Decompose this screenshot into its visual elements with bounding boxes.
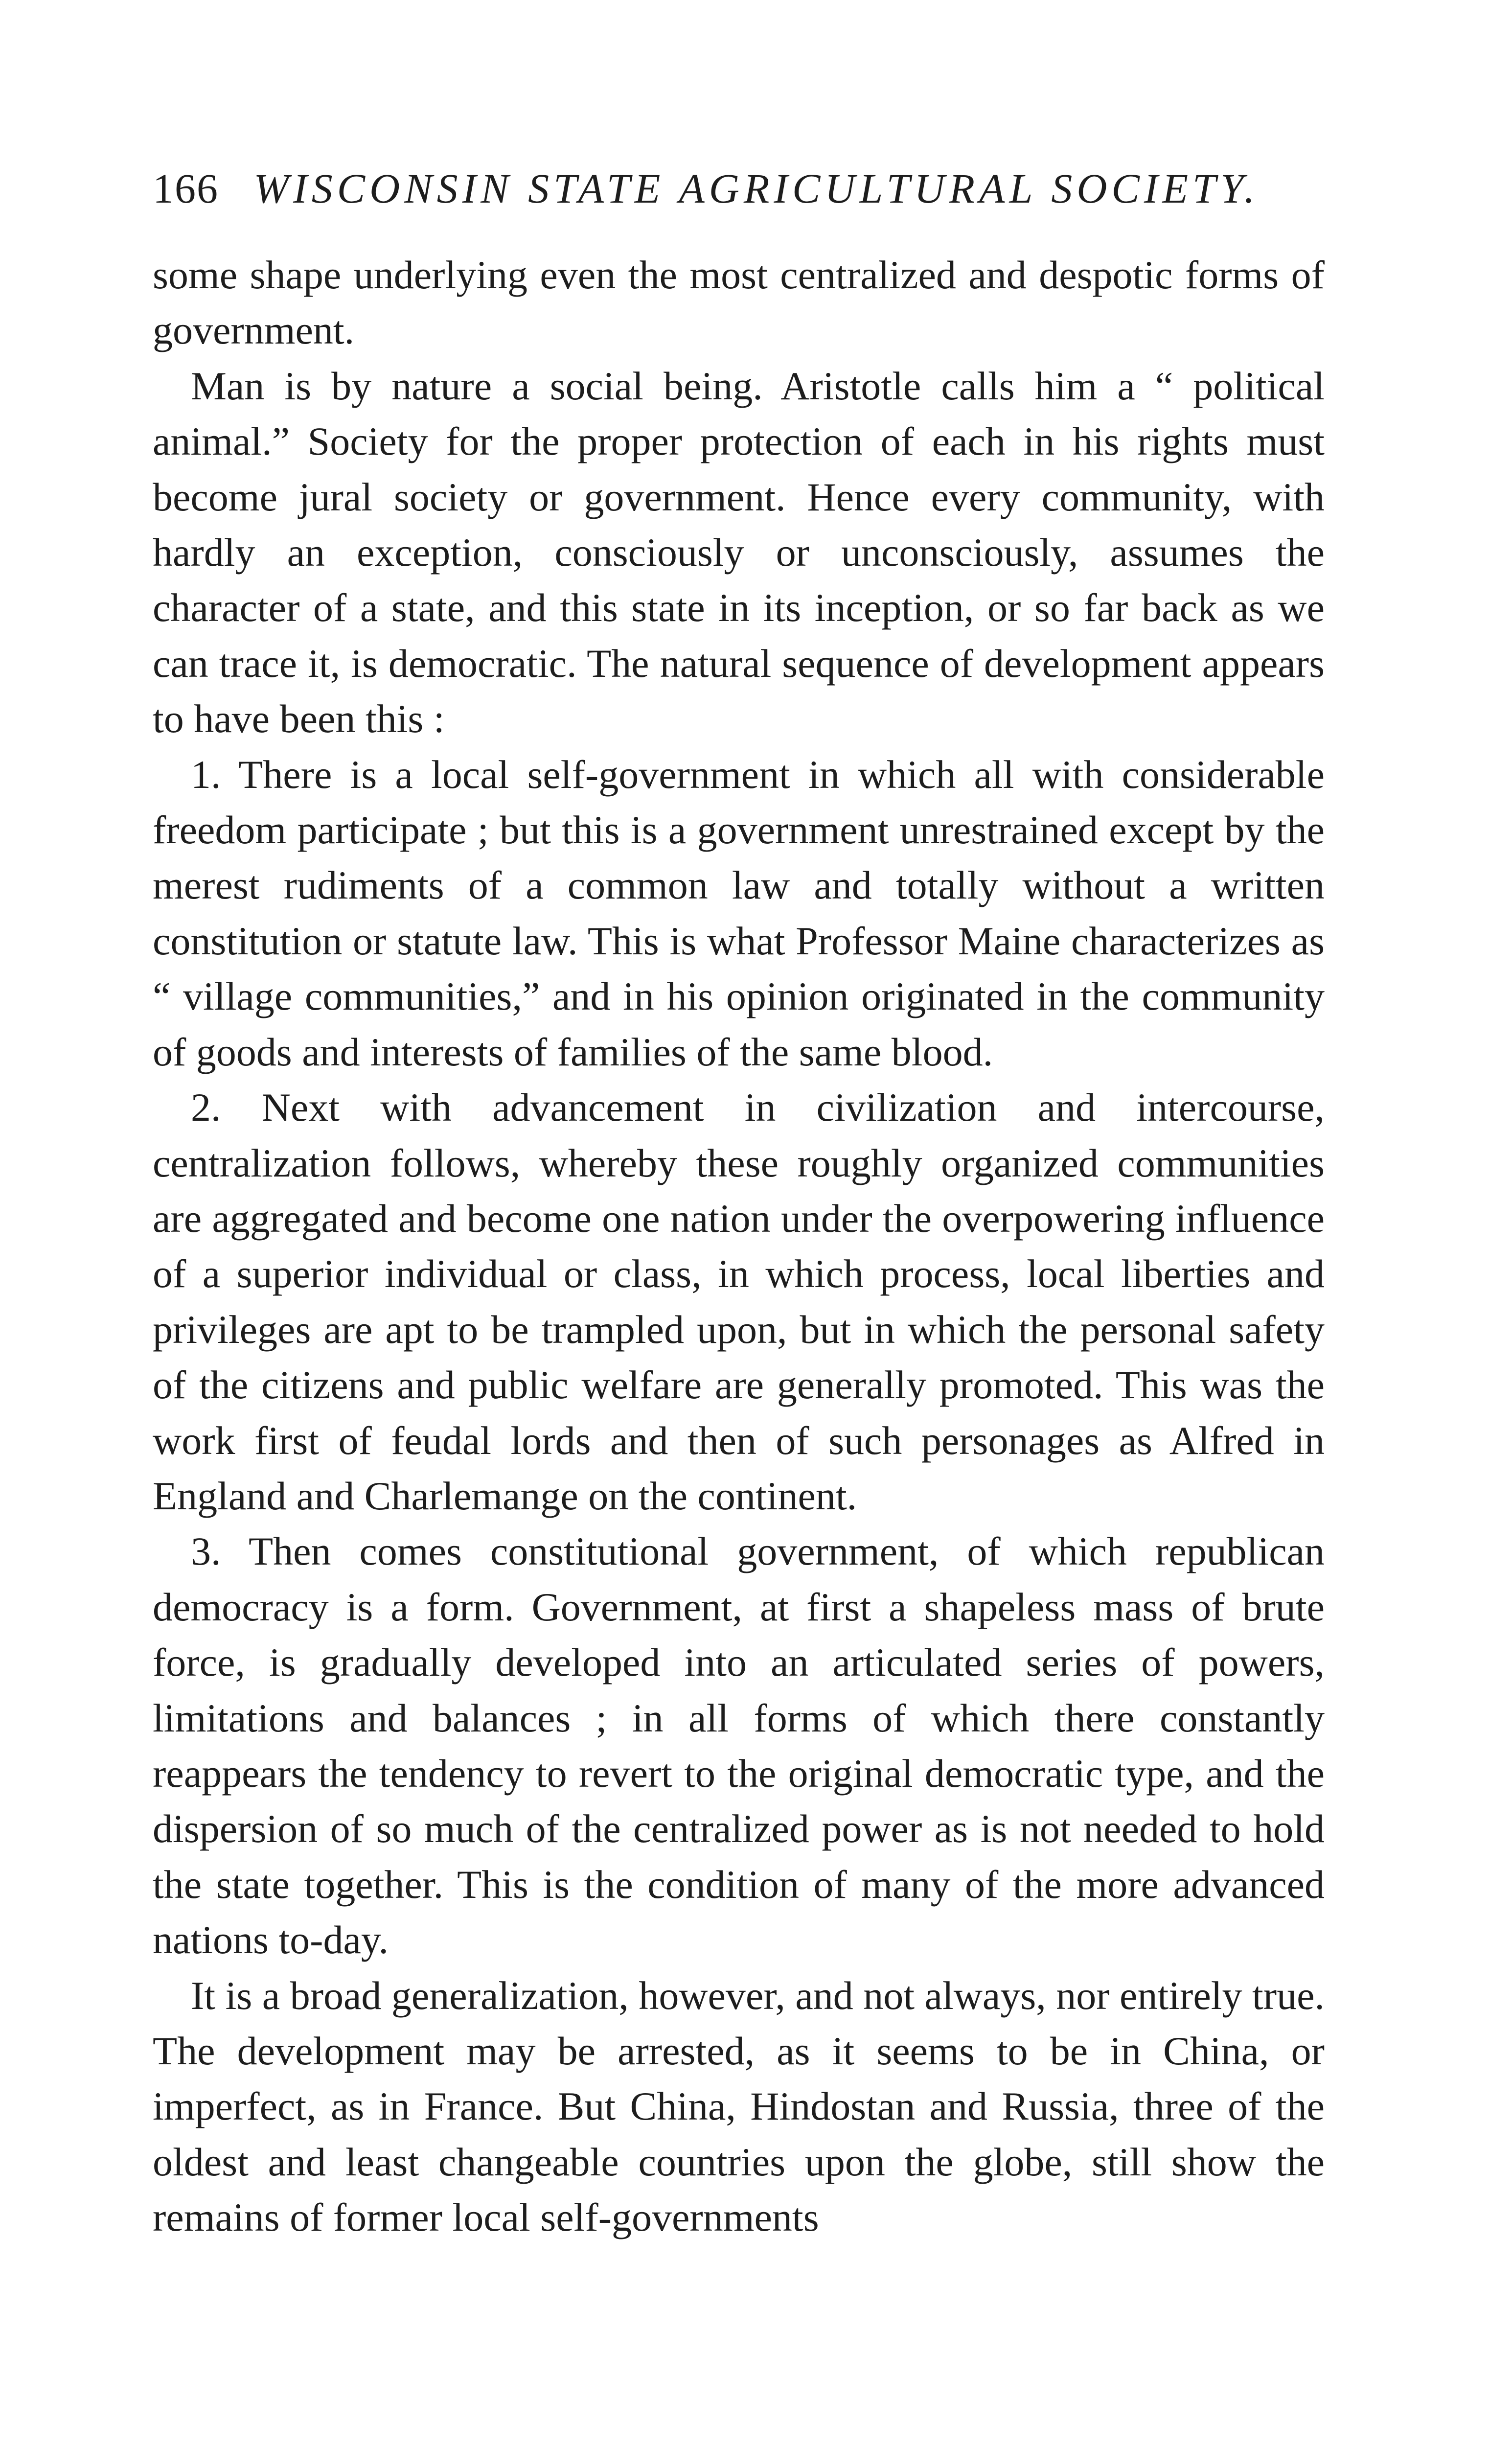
paragraph-social-being: Man is by nature a social being. Aristotle calls him a “ political animal.” Society for the proper protection of each in his rights must become jural society or government. Hence every community, with hardly an exception, consciously or unconsciously, assumes the character of a state, and this state in its inception, or so far back as we can trace it, is democratic. The natural sequence of development appears to have been this :: [153, 363, 1325, 741]
page-number: 166: [153, 165, 219, 212]
paragraph-point-1: 1. There is a local self-government in which all with considerable freedom participate ; but this is a government unrestrained except by the merest rudiments of a common law and totally without a written constitution or statute law. This is what Professor Maine characterizes as “ village communities,” and in his opinion originated in the community of goods and interests of families of the same blood.: [153, 752, 1325, 1074]
paragraph-continuation: some shape underlying even the most centralized and despotic forms of government.: [153, 253, 1325, 353]
paragraph-generalization: It is a broad generalization, however, and not always, nor entirely true. The development may be arrested, as it seems to be in China, or imperfect, as in France. But China, Hindostan and Russia, three of the oldest and least changeable countries upon the globe, still show the remains of former local self-governments: [153, 1973, 1325, 2240]
journal-title: WISCONSIN STATE AGRICULTURAL SOCIETY.: [253, 165, 1260, 212]
running-head: [153, 162, 1337, 215]
body-text: [153, 247, 1325, 2245]
paragraph-point-3: 3. Then comes constitutional government, of which republican democracy is a form. Government, at first a shapeless mass of brute force, is gradually developed into an articulated series of powers, limitations and balances ; in all forms of which there constantly reappears the tendency to revert to the original democratic type, and the dispersion of so much of the centralized power as is not needed to hold the state together. This is the condition of many of the more advanced nations to-day.: [153, 1529, 1325, 1962]
paragraph-point-2: 2. Next with advancement in civilization and intercourse, centralization follows, whereby these roughly organized communities are aggregated and become one nation under the overpowering influence of a superior individual or class, in which process, local liberties and privileges are apt to be trampled upon, but in which the personal safety of the citizens and public welfare are generally promoted. This was the work first of feudal lords and then of such personages as Alfred in England and Charlemange on the continent.: [153, 1085, 1325, 1518]
